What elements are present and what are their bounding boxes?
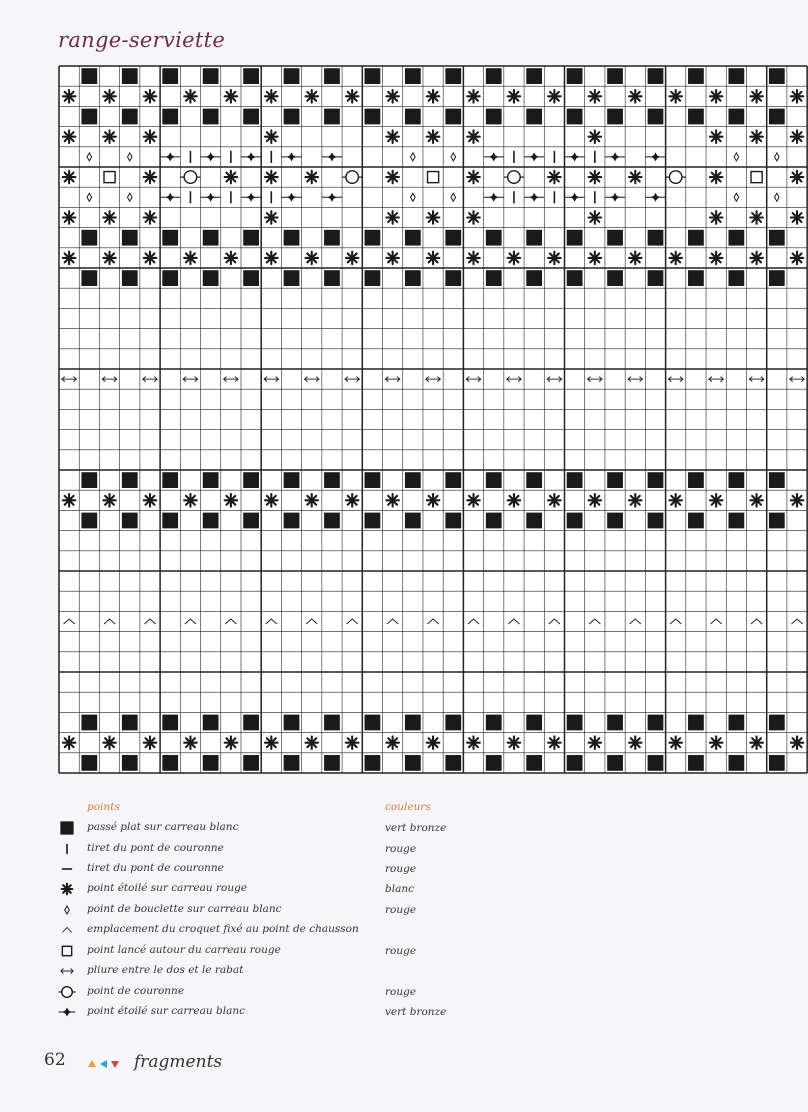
star-mark bbox=[427, 211, 440, 224]
star-mark bbox=[305, 90, 318, 103]
square-mark bbox=[284, 270, 300, 286]
square-mark bbox=[284, 755, 300, 771]
star-mark bbox=[103, 130, 116, 143]
star-mark bbox=[386, 130, 399, 143]
square-mark bbox=[648, 68, 664, 84]
square-mark bbox=[486, 472, 502, 488]
star-mark bbox=[750, 494, 763, 507]
square-mark bbox=[81, 230, 97, 246]
square-mark bbox=[122, 472, 138, 488]
square-mark bbox=[526, 472, 542, 488]
square-mark bbox=[728, 755, 744, 771]
legend-item bbox=[0, 841, 808, 860]
star-mark bbox=[669, 494, 682, 507]
star-mark bbox=[346, 494, 359, 507]
star-mark bbox=[589, 736, 602, 749]
square-mark bbox=[607, 109, 623, 125]
square-mark bbox=[203, 715, 219, 731]
square-mark bbox=[445, 715, 461, 731]
square-mark bbox=[81, 715, 97, 731]
legend-color-label: vert bronze bbox=[385, 822, 447, 834]
square-mark bbox=[445, 109, 461, 125]
star-mark bbox=[346, 252, 359, 265]
square-mark bbox=[365, 472, 381, 488]
star-mark bbox=[225, 90, 238, 103]
square-mark bbox=[405, 715, 421, 731]
open-square-icon bbox=[58, 943, 76, 959]
square-mark bbox=[486, 68, 502, 84]
square-mark bbox=[365, 68, 381, 84]
legend-item bbox=[0, 943, 808, 962]
square-mark bbox=[243, 513, 259, 529]
star-mark bbox=[791, 494, 804, 507]
star-mark bbox=[710, 171, 723, 184]
star-mark bbox=[144, 130, 157, 143]
square-mark bbox=[445, 472, 461, 488]
star-mark bbox=[750, 211, 763, 224]
square-mark bbox=[203, 270, 219, 286]
star-mark bbox=[629, 90, 642, 103]
star-mark bbox=[750, 736, 763, 749]
square-mark bbox=[122, 715, 138, 731]
star-mark bbox=[386, 171, 399, 184]
legend-item bbox=[0, 861, 808, 880]
star-mark bbox=[589, 494, 602, 507]
star-mark bbox=[508, 90, 521, 103]
square-mark bbox=[688, 715, 704, 731]
star-mark bbox=[346, 736, 359, 749]
square-mark bbox=[486, 715, 502, 731]
star-mark bbox=[184, 494, 197, 507]
legend-color-label: rouge bbox=[385, 904, 417, 916]
star-mark bbox=[63, 736, 76, 749]
star-mark bbox=[548, 736, 561, 749]
star-mark bbox=[144, 252, 157, 265]
star-mark bbox=[386, 90, 399, 103]
square-mark bbox=[567, 230, 583, 246]
star-mark bbox=[710, 211, 723, 224]
square-mark bbox=[243, 472, 259, 488]
star-mark bbox=[225, 252, 238, 265]
star-mark bbox=[225, 494, 238, 507]
star-mark bbox=[103, 90, 116, 103]
star-mark bbox=[63, 90, 76, 103]
square-mark bbox=[122, 755, 138, 771]
star-mark bbox=[508, 494, 521, 507]
legend-point-label: point de couronne bbox=[87, 985, 185, 997]
star-mark bbox=[508, 736, 521, 749]
square-mark bbox=[203, 68, 219, 84]
square-mark bbox=[405, 230, 421, 246]
star-mark bbox=[184, 736, 197, 749]
star-mark bbox=[386, 736, 399, 749]
legend-color-label: rouge bbox=[385, 843, 417, 855]
star-mark bbox=[467, 211, 480, 224]
square-mark bbox=[486, 109, 502, 125]
square-mark bbox=[284, 472, 300, 488]
square-mark bbox=[567, 270, 583, 286]
star-mark bbox=[629, 494, 642, 507]
star-mark bbox=[548, 90, 561, 103]
legend-color-label: blanc bbox=[385, 883, 414, 895]
star-mark bbox=[103, 252, 116, 265]
legend-point-label: passé plat sur carreau blanc bbox=[87, 821, 239, 833]
star-mark bbox=[386, 252, 399, 265]
legend-colors-heading: couleurs bbox=[385, 801, 431, 813]
square-mark bbox=[324, 472, 340, 488]
square-mark bbox=[526, 715, 542, 731]
square-mark bbox=[526, 513, 542, 529]
legend-color-label: rouge bbox=[385, 863, 417, 875]
star-mark bbox=[305, 494, 318, 507]
legend-item bbox=[0, 820, 808, 839]
square-mark bbox=[567, 755, 583, 771]
star-mark bbox=[710, 90, 723, 103]
small-loop-icon bbox=[58, 902, 76, 918]
square-mark bbox=[567, 68, 583, 84]
square-mark bbox=[445, 513, 461, 529]
star-mark bbox=[669, 736, 682, 749]
legend-point-label: point de bouclette sur carreau blanc bbox=[87, 903, 282, 915]
square-mark bbox=[648, 270, 664, 286]
square-mark bbox=[81, 109, 97, 125]
square-mark bbox=[728, 715, 744, 731]
square-mark bbox=[365, 715, 381, 731]
star-mark bbox=[305, 252, 318, 265]
square-mark bbox=[405, 755, 421, 771]
square-mark bbox=[526, 68, 542, 84]
section-label: fragments bbox=[134, 1052, 223, 1072]
square-mark bbox=[769, 230, 785, 246]
star-mark bbox=[427, 90, 440, 103]
square-mark bbox=[284, 715, 300, 731]
square-mark bbox=[81, 513, 97, 529]
star-mark bbox=[144, 736, 157, 749]
square-mark bbox=[162, 230, 178, 246]
star-mark bbox=[589, 130, 602, 143]
square-mark bbox=[567, 715, 583, 731]
square-mark bbox=[648, 109, 664, 125]
star-mark bbox=[63, 494, 76, 507]
square-mark bbox=[162, 109, 178, 125]
legend-item bbox=[0, 963, 808, 982]
star-mark bbox=[184, 252, 197, 265]
square-mark bbox=[445, 270, 461, 286]
star-mark bbox=[63, 252, 76, 265]
square-mark bbox=[526, 230, 542, 246]
square-mark bbox=[324, 755, 340, 771]
star-mark bbox=[669, 90, 682, 103]
star-mark bbox=[710, 252, 723, 265]
star-mark bbox=[508, 252, 521, 265]
star-mark bbox=[103, 211, 116, 224]
star-mark bbox=[589, 211, 602, 224]
square-mark bbox=[162, 715, 178, 731]
square-mark bbox=[688, 230, 704, 246]
star-mark bbox=[225, 736, 238, 749]
square-mark bbox=[324, 513, 340, 529]
square-mark bbox=[405, 109, 421, 125]
square-mark bbox=[769, 513, 785, 529]
legend-item bbox=[0, 984, 808, 1003]
square-mark bbox=[284, 513, 300, 529]
square-mark bbox=[769, 109, 785, 125]
square-mark bbox=[162, 270, 178, 286]
star-mark bbox=[265, 90, 278, 103]
square-mark bbox=[203, 109, 219, 125]
star-mark bbox=[427, 494, 440, 507]
star-mark bbox=[710, 130, 723, 143]
square-mark bbox=[81, 472, 97, 488]
square-mark bbox=[688, 513, 704, 529]
star-mark bbox=[589, 252, 602, 265]
square-mark bbox=[486, 513, 502, 529]
legend-point-label: emplacement du croquet fixé au point de chausson bbox=[87, 923, 359, 935]
star-mark bbox=[750, 130, 763, 143]
square-mark bbox=[607, 715, 623, 731]
circle-icon bbox=[58, 984, 76, 1000]
square-mark bbox=[688, 755, 704, 771]
square-mark bbox=[688, 270, 704, 286]
star-mark bbox=[467, 494, 480, 507]
square-mark bbox=[203, 513, 219, 529]
star-mark bbox=[305, 736, 318, 749]
square-mark bbox=[607, 513, 623, 529]
legend-point-label: point étoilé sur carreau rouge bbox=[87, 882, 248, 894]
star-mark bbox=[265, 211, 278, 224]
star-mark bbox=[750, 90, 763, 103]
square-mark bbox=[728, 270, 744, 286]
page-title: range-serviette bbox=[58, 28, 226, 52]
square-mark bbox=[324, 230, 340, 246]
square-mark bbox=[567, 472, 583, 488]
square-mark bbox=[486, 230, 502, 246]
square-mark bbox=[728, 230, 744, 246]
square-mark bbox=[486, 270, 502, 286]
star-mark bbox=[750, 252, 763, 265]
legend-item bbox=[0, 902, 808, 921]
square-mark bbox=[203, 230, 219, 246]
square-mark bbox=[81, 755, 97, 771]
square-mark bbox=[405, 68, 421, 84]
square-mark bbox=[243, 755, 259, 771]
star-mark bbox=[791, 90, 804, 103]
square-mark bbox=[486, 755, 502, 771]
square-mark bbox=[648, 755, 664, 771]
square-mark bbox=[81, 68, 97, 84]
star-mark bbox=[144, 90, 157, 103]
star-mark bbox=[791, 736, 804, 749]
square-mark bbox=[728, 472, 744, 488]
star-mark bbox=[791, 130, 804, 143]
legend-point-label: pliure entre le dos et le rabat bbox=[87, 964, 244, 976]
star-mark bbox=[467, 171, 480, 184]
square-mark bbox=[284, 68, 300, 84]
square-mark bbox=[324, 715, 340, 731]
star-mark bbox=[184, 90, 197, 103]
star-mark bbox=[386, 211, 399, 224]
star-mark bbox=[629, 736, 642, 749]
square-mark bbox=[769, 755, 785, 771]
square-mark bbox=[648, 513, 664, 529]
legend-item bbox=[0, 881, 808, 900]
square-mark bbox=[243, 109, 259, 125]
star-mark bbox=[467, 90, 480, 103]
star-mark bbox=[144, 494, 157, 507]
square-mark bbox=[203, 755, 219, 771]
square-mark bbox=[607, 472, 623, 488]
star-mark bbox=[103, 736, 116, 749]
star-mark bbox=[629, 252, 642, 265]
square-mark bbox=[405, 270, 421, 286]
square-mark bbox=[324, 270, 340, 286]
square-mark bbox=[284, 109, 300, 125]
legend-color-label: rouge bbox=[385, 986, 417, 998]
star-mark bbox=[265, 736, 278, 749]
star-mark bbox=[265, 494, 278, 507]
square-mark bbox=[122, 513, 138, 529]
square-mark bbox=[365, 513, 381, 529]
square-mark bbox=[769, 472, 785, 488]
legend-point-label: point lancé autour du carreau rouge bbox=[87, 944, 281, 956]
square-mark bbox=[365, 230, 381, 246]
square-mark bbox=[728, 68, 744, 84]
square-mark bbox=[81, 270, 97, 286]
legend-point-label: tiret du pont de couronne bbox=[87, 862, 224, 874]
star-mark bbox=[467, 130, 480, 143]
square-mark bbox=[243, 270, 259, 286]
star-mark bbox=[225, 171, 238, 184]
star-mark bbox=[629, 171, 642, 184]
star-mark bbox=[265, 252, 278, 265]
star-mark bbox=[548, 494, 561, 507]
star-mark bbox=[427, 736, 440, 749]
star-mark bbox=[63, 130, 76, 143]
star-mark bbox=[103, 494, 116, 507]
legend-item bbox=[0, 1004, 808, 1023]
star-mark bbox=[346, 90, 359, 103]
four-point-star-icon bbox=[58, 1004, 76, 1020]
square-mark bbox=[324, 68, 340, 84]
star-mark bbox=[427, 252, 440, 265]
square-mark bbox=[769, 68, 785, 84]
square-mark bbox=[243, 715, 259, 731]
square-mark bbox=[648, 230, 664, 246]
square-mark bbox=[607, 270, 623, 286]
filled-square-icon bbox=[58, 820, 76, 836]
square-mark bbox=[162, 472, 178, 488]
horizontal-dash-icon bbox=[58, 861, 76, 877]
square-mark bbox=[162, 513, 178, 529]
star-mark bbox=[467, 252, 480, 265]
square-mark bbox=[607, 755, 623, 771]
star-mark bbox=[265, 130, 278, 143]
legend-item bbox=[0, 922, 808, 941]
square-mark bbox=[405, 472, 421, 488]
square-mark bbox=[445, 68, 461, 84]
square-mark bbox=[365, 755, 381, 771]
star-mark bbox=[265, 171, 278, 184]
caret-icon bbox=[58, 922, 76, 938]
square-mark bbox=[769, 270, 785, 286]
square-mark bbox=[526, 109, 542, 125]
star-mark bbox=[63, 211, 76, 224]
square-mark bbox=[243, 230, 259, 246]
star-mark bbox=[669, 252, 682, 265]
square-mark bbox=[445, 755, 461, 771]
legend-points-heading: points bbox=[87, 801, 120, 813]
square-mark bbox=[365, 270, 381, 286]
square-mark bbox=[567, 513, 583, 529]
star-mark bbox=[548, 171, 561, 184]
square-mark bbox=[122, 230, 138, 246]
star-mark bbox=[791, 171, 804, 184]
legend-color-label: rouge bbox=[385, 945, 417, 957]
legend-point-label: point étoilé sur carreau blanc bbox=[87, 1005, 245, 1017]
star-mark bbox=[710, 494, 723, 507]
footer-triangles-icon bbox=[86, 1059, 126, 1069]
star-mark bbox=[63, 171, 76, 184]
square-mark bbox=[162, 755, 178, 771]
square-mark bbox=[122, 68, 138, 84]
star-mark bbox=[467, 736, 480, 749]
square-mark bbox=[324, 109, 340, 125]
star-mark bbox=[548, 252, 561, 265]
star-mark bbox=[791, 252, 804, 265]
square-mark bbox=[648, 715, 664, 731]
legend-point-label: tiret du pont de couronne bbox=[87, 842, 224, 854]
star-mark bbox=[386, 494, 399, 507]
square-mark bbox=[607, 230, 623, 246]
square-mark bbox=[162, 68, 178, 84]
star-mark bbox=[710, 736, 723, 749]
square-mark bbox=[728, 513, 744, 529]
star-mark bbox=[589, 171, 602, 184]
star-mark bbox=[427, 130, 440, 143]
square-mark bbox=[567, 109, 583, 125]
star-mark bbox=[144, 211, 157, 224]
star-mark bbox=[305, 171, 318, 184]
square-mark bbox=[284, 230, 300, 246]
square-mark bbox=[648, 472, 664, 488]
square-mark bbox=[769, 715, 785, 731]
asterisk-icon bbox=[58, 881, 76, 897]
square-mark bbox=[526, 755, 542, 771]
square-mark bbox=[688, 109, 704, 125]
star-mark bbox=[589, 90, 602, 103]
page-number: 62 bbox=[44, 1050, 66, 1070]
legend-color-label: vert bronze bbox=[385, 1006, 447, 1018]
double-arrow-icon bbox=[58, 963, 76, 979]
star-mark bbox=[791, 211, 804, 224]
square-mark bbox=[122, 109, 138, 125]
square-mark bbox=[122, 270, 138, 286]
square-mark bbox=[365, 109, 381, 125]
vertical-bar-icon bbox=[58, 841, 76, 857]
square-mark bbox=[526, 270, 542, 286]
square-mark bbox=[243, 68, 259, 84]
square-mark bbox=[607, 68, 623, 84]
square-mark bbox=[203, 472, 219, 488]
square-mark bbox=[405, 513, 421, 529]
square-mark bbox=[728, 109, 744, 125]
star-mark bbox=[144, 171, 157, 184]
square-mark bbox=[445, 230, 461, 246]
square-mark bbox=[688, 68, 704, 84]
square-mark bbox=[688, 472, 704, 488]
